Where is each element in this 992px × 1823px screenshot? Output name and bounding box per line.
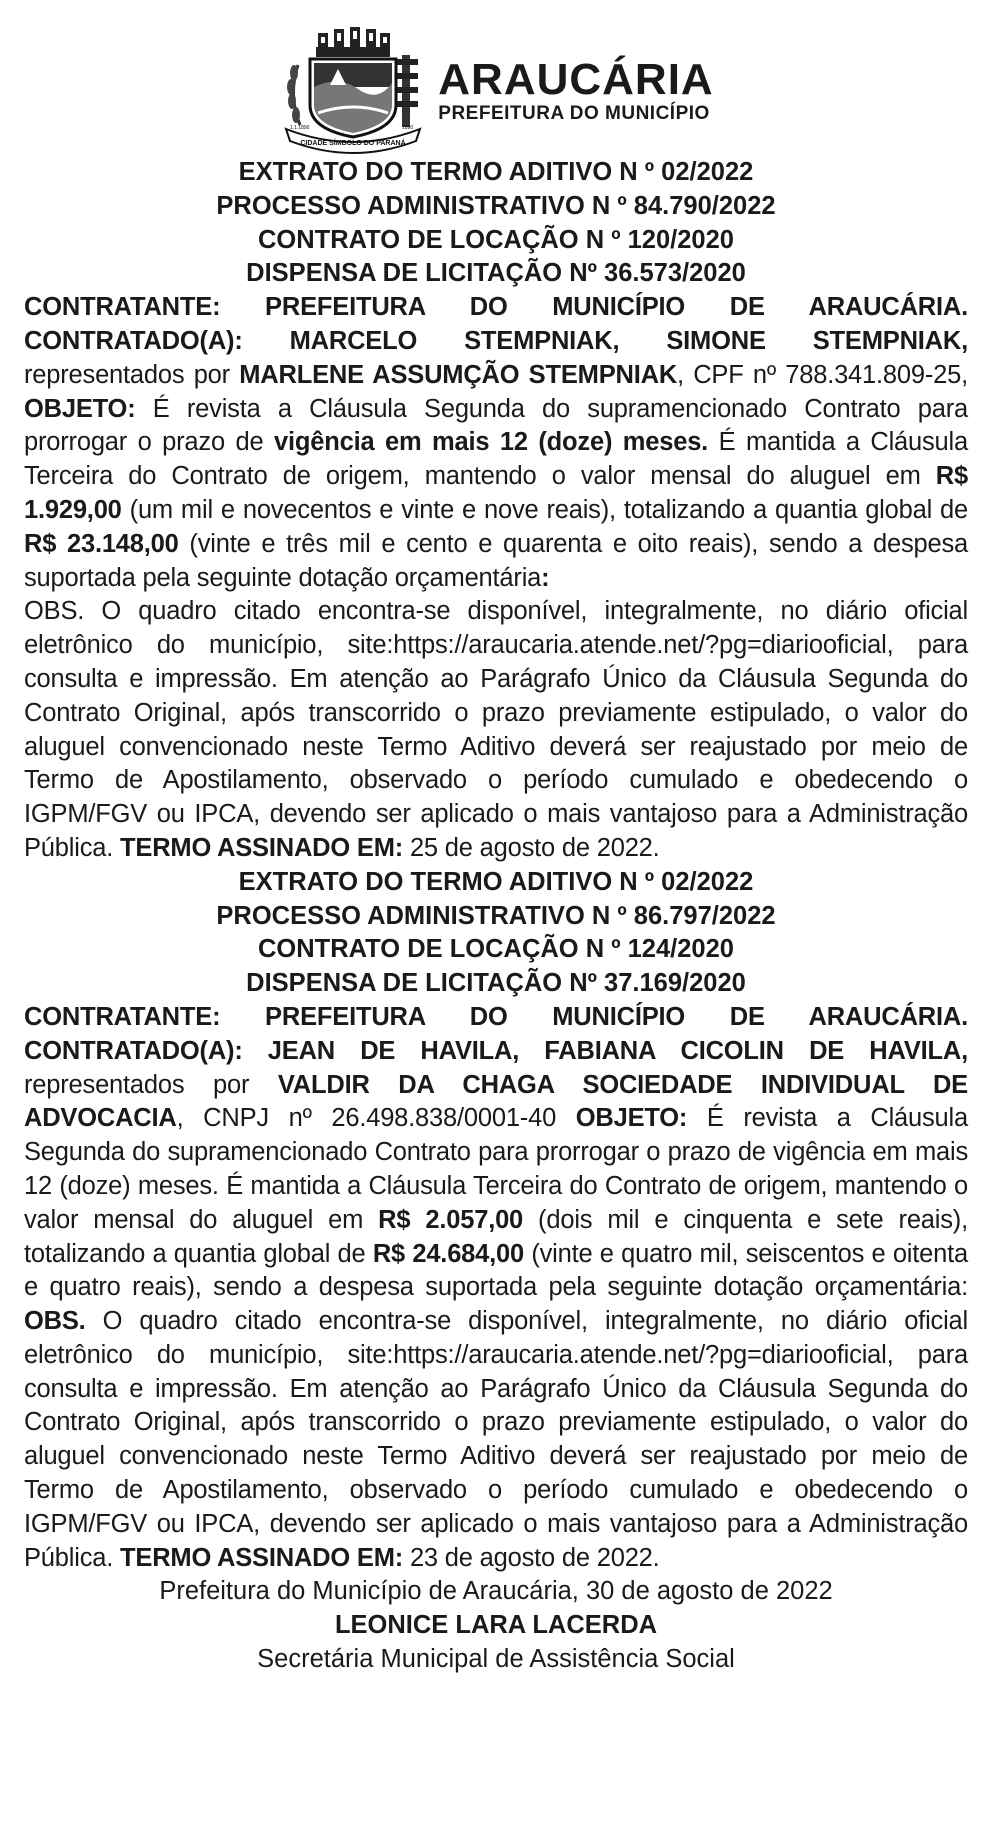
extract-2-contract: CONTRATO DE LOCAÇÃO N º 124/2020 — [258, 935, 734, 964]
extract-1-body — [24, 291, 968, 595]
extract-2-process: PROCESSO ADMINISTRATIVO N º 86.797/2022 — [216, 901, 776, 930]
extract-1-contratante: CONTRATANTE: PREFEITURA DO MUNICÍPIO DE ARAUCÁRIA. — [24, 293, 968, 322]
text-run: representados por — [24, 1070, 278, 1099]
coat-of-arms-icon — [278, 25, 428, 155]
extract-2-obs-label: OBS. — [24, 1307, 86, 1336]
extract-1-contratado: CONTRATADO(A): MARCELO STEMPNIAK, SIMONE STEMPNIAK, — [24, 326, 968, 355]
text-run: (vinte e três mil e cento e quarenta e oito reais), sendo a despesa suportada pela seguinte dotação orçamentária — [24, 529, 968, 592]
extract-1-dispensa: DISPENSA DE LICITAÇÃO Nº 36.573/2020 — [246, 259, 746, 288]
text-run: , CPF nº 788.341.809-25, — [677, 360, 968, 389]
seal-date-left: 1.1.1890 — [290, 125, 310, 131]
text-run: É mantida a Cláusula Terceira do Contrato de origem, mantendo o valor mensal do aluguel em — [24, 428, 968, 491]
extract-2-signed-label: TERMO ASSINADO EM: — [120, 1543, 404, 1572]
brand-name: ARAUCÁRIA — [438, 54, 714, 104]
document — [24, 24, 968, 1677]
place-date: Prefeitura do Município de Araucária, 30 de agosto de 2022 — [159, 1577, 833, 1606]
extract-1 — [24, 156, 968, 866]
extract-1-global-value: R$ 23.148,00 — [24, 529, 179, 558]
extract-1-process: PROCESSO ADMINISTRATIVO N º 84.790/2022 — [216, 191, 776, 220]
text-run: : — [541, 563, 550, 592]
signer-role: Secretária Municipal de Assistência Social — [257, 1645, 735, 1674]
brand-subtitle: PREFEITURA DO MUNICÍPIO — [438, 102, 710, 124]
extract-2-dispensa: DISPENSA DE LICITAÇÃO Nº 37.169/2020 — [246, 969, 746, 998]
seal-date-right: 1890 — [402, 125, 414, 131]
text-run: OBS. O quadro citado encontra-se disponível, integralmente, no diário oficial eletrônico do município, site:https://araucaria.atende.net/?pg=diariooficial, para consulta e impressão. Em atenção ao Parágrafo Único da Cláusula Segunda do Contrato Original, após transcorrido o prazo previamente estipulado, o valor do aluguel convencionado neste Termo Aditivo deverá ser reajustado por meio de Termo de Apostilamento, observado o período cumulado e obedecendo o IGPM/FGV ou IPCA, devendo ser aplicado o mais vantajoso para a Administração Pública. — [24, 597, 968, 862]
extract-1-representative: MARLENE ASSUMÇÃO STEMPNIAK — [239, 360, 678, 389]
extract-2-contratado: CONTRATADO(A): JEAN DE HAVILA, FABIANA CICOLIN DE HAVILA, — [24, 1036, 968, 1065]
extract-2-body — [24, 1001, 968, 1576]
extract-2-contratante: CONTRATANTE: PREFEITURA DO MUNICÍPIO DE ARAUCÁRIA. — [24, 1002, 968, 1031]
text-run: (um mil e novecentos e vinte e nove reais), totalizando a quantia global de — [121, 495, 968, 524]
brand-block — [438, 54, 714, 124]
text-run: , CNPJ nº 26.498.838/0001-40 — [176, 1104, 576, 1133]
extract-2-title: EXTRATO DO TERMO ADITIVO N º 02/2022 — [238, 867, 754, 896]
extract-2-objeto-label: OBJETO: — [575, 1104, 688, 1133]
extract-2-representative: VALDIR DA CHAGA SOCIEDADE INDIVIDUAL DE ADVOCACIA — [24, 1070, 968, 1133]
text-run: (vinte e quatro mil, seiscentos e oitenta e quatro reais), sendo a despesa suportada pela seguinte dotação orçamentária: — [24, 1239, 968, 1302]
signature-block — [24, 1575, 968, 1676]
extract-1-title: EXTRATO DO TERMO ADITIVO N º 02/2022 — [238, 158, 754, 186]
extract-1-signed-label: TERMO ASSINADO EM: — [120, 833, 404, 862]
extract-1-obs — [24, 595, 968, 865]
extract-2 — [24, 866, 968, 1576]
text-run: É revista a Cláusula Segunda do supramencionado Contrato para prorrogar o prazo de vigência em mais 12 (doze) meses. É mantida a Cláusula Terceira do Contrato de origem, mantendo o valor mensal do aluguel em — [24, 1104, 968, 1234]
extract-1-objeto-label: OBJETO: — [24, 394, 136, 423]
extract-2-signed-date: 23 de agosto de 2022. — [403, 1543, 660, 1572]
text-run: representados por — [24, 360, 240, 389]
seal-ribbon-text: CIDADE SÍMBOLO DO PARANÁ — [300, 140, 406, 147]
text-run: É revista a Cláusula Segunda do supramencionado Contrato para prorrogar o prazo de — [24, 394, 968, 457]
letterhead — [24, 24, 968, 156]
extract-1-contract: CONTRATO DE LOCAÇÃO N º 120/2020 — [258, 225, 734, 254]
text-run: (dois mil e cinquenta e sete reais), totalizando a quantia global de — [24, 1205, 968, 1268]
text-run: O quadro citado encontra-se disponível, integralmente, no diário oficial eletrônico do município, site:https://araucaria.atende.net/?pg=diariooficial, para consulta e impressão. Em atenção ao Parágrafo Único da Cláusula Segunda do Contrato Original, após transcorrido o prazo previamente estipulado, o valor do aluguel convencionado neste Termo Aditivo deverá ser reajustado por meio de Termo de Apostilamento, observado o período cumulado e obedecendo o IGPM/FGV ou IPCA, devendo ser aplicado o mais vantajoso para a Administração Pública. — [24, 1307, 968, 1572]
signer-name: LEONICE LARA LACERDA — [334, 1611, 658, 1640]
extract-2-monthly-value: R$ 2.057,00 — [378, 1205, 524, 1234]
extract-2-global-value: R$ 24.684,00 — [372, 1239, 524, 1268]
extract-1-vigencia: vigência em mais 12 (doze) meses. — [274, 428, 709, 457]
extract-1-signed-date: 25 de agosto de 2022. — [403, 833, 660, 862]
extract-1-monthly-value: R$ 1.929,00 — [24, 462, 968, 524]
